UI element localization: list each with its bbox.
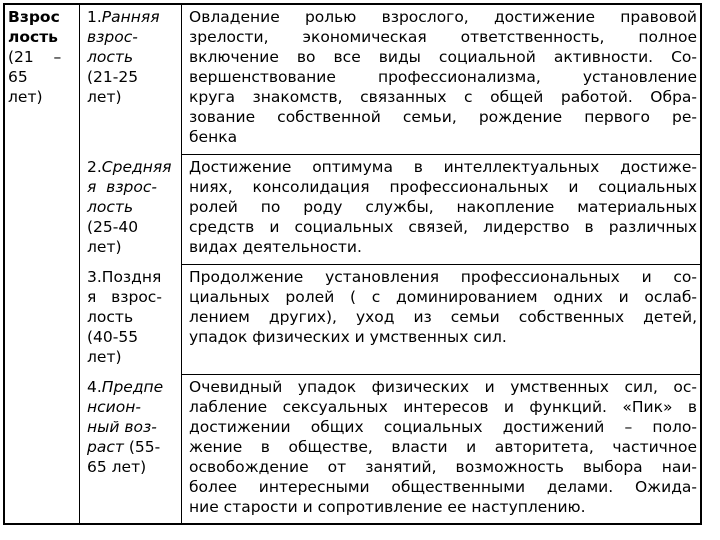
period-1-desc-line-7: бенка <box>189 128 238 146</box>
age-periods-table <box>3 3 702 525</box>
period-age-2-line-1: (25-40 <box>87 218 139 236</box>
period-1-desc-line-2: зрелости, экономическая ответственность, полное <box>189 28 697 46</box>
adulthood-range-line-3: лет) <box>8 88 43 106</box>
period-name-4-line-4: раст <box>87 438 124 456</box>
period-name-3-line-2: я взрос- <box>87 288 162 306</box>
row-divider-2 <box>181 264 700 265</box>
period-name-4-line-1: Предпе <box>101 378 164 396</box>
period-name-2-line-3: лость <box>87 198 134 216</box>
period-name-3-line-3: лость <box>87 308 134 326</box>
period-1-desc-line-4: вершенствование профессионализма, установление <box>189 68 697 86</box>
adulthood-range-line-2: 65 <box>8 68 28 86</box>
period-age-1-line-1: (21-25 <box>87 68 139 86</box>
period-age-3-line-2: лет) <box>87 348 122 366</box>
period-2-desc-line-5: видах деятельности. <box>189 238 362 256</box>
period-name-cell-3 <box>87 267 179 367</box>
period-4-desc-line-6: более интересными общественными делами. Ожида- <box>189 478 697 496</box>
period-2-desc-line-2: ниях, консолидация профессиональных и социальных <box>189 178 697 196</box>
period-number-4: 4. <box>87 378 102 396</box>
period-1-desc-line-3: включение во все виды социальной активности. Со- <box>189 48 697 66</box>
row-divider-1 <box>181 154 700 155</box>
period-name-4-line-3: ный воз- <box>87 418 157 436</box>
period-age-2-line-2: лет) <box>87 238 122 256</box>
period-age-4-line-1: (55- <box>123 438 161 456</box>
period-name-1-line-3: лость <box>87 48 134 66</box>
adulthood-title-line-1: Взрос <box>8 8 60 26</box>
adulthood-cell <box>8 7 80 107</box>
period-age-1-line-2: лет) <box>87 88 122 106</box>
period-name-2-line-1: Средняя <box>101 158 172 176</box>
period-4-desc-line-2: лабление сексуальных интересов и функций. «Пик» в <box>189 398 697 416</box>
adulthood-title-line-2: лость <box>8 28 58 46</box>
period-age-3-line-1: (40-55 <box>87 328 139 346</box>
period-name-2-line-2: я взрос- <box>87 178 157 196</box>
period-2-desc-line-4: средств и социальных связей, лидерство в различных <box>189 218 697 236</box>
period-number-1: 1. <box>87 8 102 26</box>
period-age-4-line-2: 65 лет) <box>87 458 147 476</box>
period-description-cell-1 <box>189 7 697 147</box>
period-name-1-line-1: Ранняя <box>101 8 160 26</box>
period-3-desc-line-3: лением других), уход из семьи собственных детей, <box>189 308 697 326</box>
adulthood-range-line-1: (21 – <box>8 48 62 66</box>
period-4-desc-line-7: ние старости и сопротивление ее наступлению. <box>189 498 586 516</box>
period-1-desc-line-1: Овладение ролью взрослого, достижение правовой <box>189 8 697 26</box>
period-1-desc-line-5: круга знакомств, связанных с общей работой. Обра- <box>189 88 697 106</box>
period-1-desc-line-6: зование собственной семьи, рождение первого ре- <box>189 108 697 126</box>
period-name-1-line-2: взрос- <box>87 28 138 46</box>
period-4-desc-line-5: освобождение от занятий, возможность выбора наи- <box>189 458 697 476</box>
period-4-desc-line-1: Очевидный упадок физических и умственных сил, ос- <box>189 378 697 396</box>
period-3-desc-line-2: циальных ролей ( с доминированием одних и ослаб- <box>189 288 697 306</box>
period-4-desc-line-4: жение в обществе, власти и авторитета, частичное <box>189 438 697 456</box>
period-name-cell-2 <box>87 157 179 257</box>
period-name-cell-4 <box>87 377 179 477</box>
period-2-desc-line-1: Достижение оптимума в интеллектуальных достиже- <box>189 158 697 176</box>
period-name-4-line-2: нсион- <box>87 398 141 416</box>
period-name-cell-1 <box>87 7 179 107</box>
period-3-desc-line-1: Продолжение установления профессиональных и со- <box>189 268 697 286</box>
row-divider-3 <box>181 374 700 375</box>
period-description-cell-2 <box>189 157 697 257</box>
period-description-cell-4 <box>189 377 697 517</box>
period-3-desc-line-4: упадок физических и умственных сил. <box>189 328 507 346</box>
period-description-cell-3 <box>189 267 697 347</box>
period-4-desc-line-3: достижении общих социальных достижений – поло- <box>189 418 697 436</box>
period-2-desc-line-3: ролей по роду службы, накопление материальных <box>189 198 697 216</box>
period-name-3-line-1: 3.Поздня <box>87 268 162 286</box>
period-number-2: 2. <box>87 158 102 176</box>
